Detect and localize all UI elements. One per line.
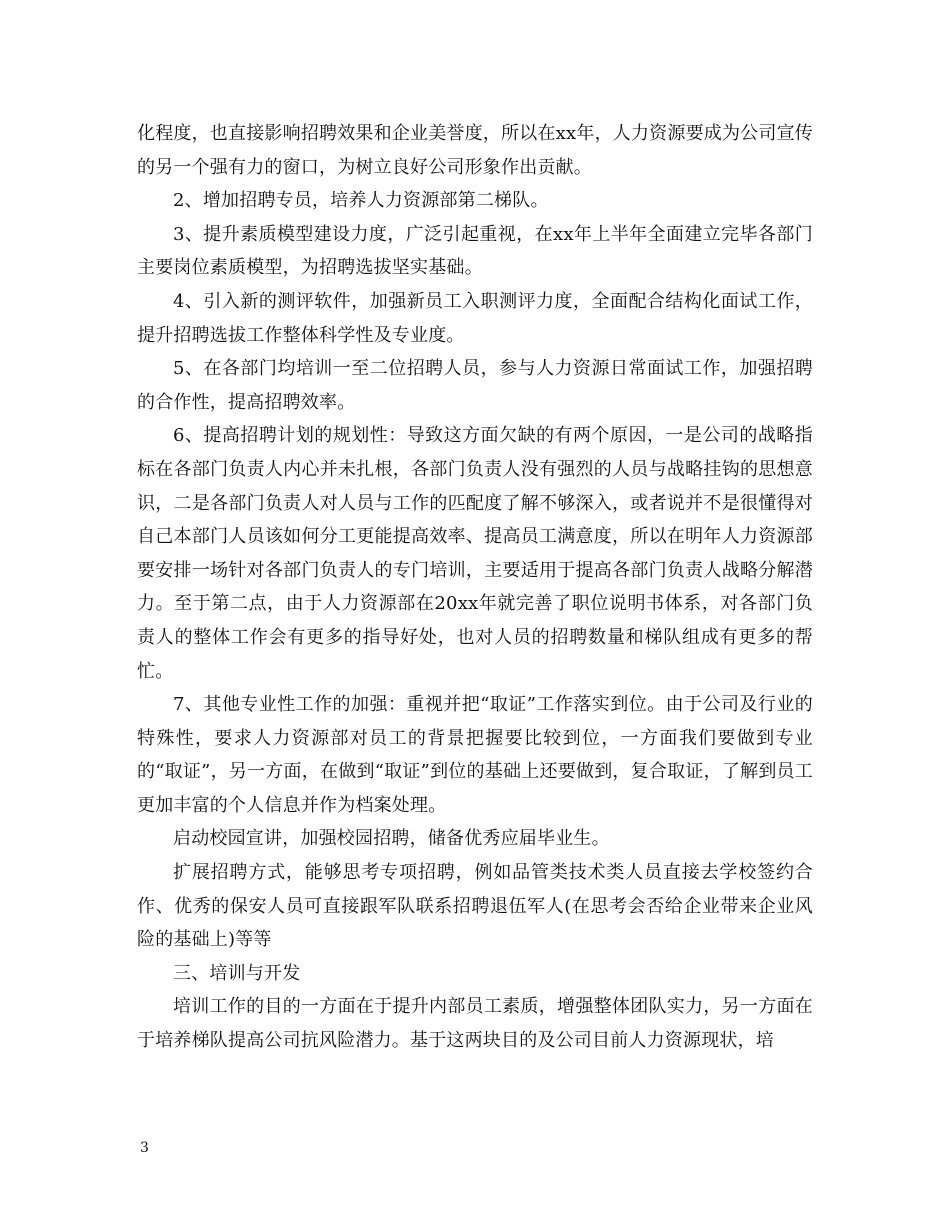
paragraph-item-3: 3、提升素质模型建设力度，广泛引起重视，在xx年上半年全面建立完毕各部门主要岗位素质模型，为招聘选拔坚实基础。 bbox=[137, 223, 813, 279]
paragraph-campus-recruiting: 启动校园宣讲，加强校园招聘，储备优秀应届毕业生。 bbox=[173, 828, 610, 850]
paragraph-item-6: 6、提高招聘计划的规划性：导致这方面欠缺的有两个原因，一是公司的战略指标在各部门负责人内心并未扎根，各部门负责人没有强烈的人员与战略挂钩的思想意识，二是各部门负责人对人员与工作的匹配度了解不够深入，或者说并不是很懂得对自己本部门人员该如何分工更能提高效率、提高员工满意度，所以在明年人力资源部要安排一场针对各部门负责人的专门培训，主要适用于提高各部门负责人战略分解潜力。至于第二点，由于人力资源部在20xx年就完善了职位说明书体系，对各部门负责人的整体工作会有更多的指导好处，也对人员的招聘数量和梯队组成有更多的帮忙。 bbox=[137, 425, 813, 682]
paragraph-item-4: 4、引入新的测评软件，加强新员工入职测评力度，全面配合结构化面试工作，提升招聘选拔工作整体科学性及专业度。 bbox=[137, 290, 813, 346]
paragraph-item-5: 5、在各部门均培训一至二位招聘人员，参与人力资源日常面试工作，加强招聘的合作性，提高招聘效率。 bbox=[137, 358, 813, 413]
paragraph-training-goals: 培训工作的目的一方面在于提升内部员工素质，增强整体团队实力，另一方面在于培养梯队提高公司抗风险潜力。基于这两块目的及公司目前人力资源现状，培 bbox=[137, 996, 813, 1052]
section-heading-training: 三、培训与开发 bbox=[173, 962, 301, 984]
paragraph-recruiting-methods: 扩展招聘方式，能够思考专项招聘，例如品管类技术类人员直接去学校签约合作、优秀的保安人员可直接跟军队联系招聘退伍军人(在思考会否给企业带来企业风险的基础上)等等 bbox=[137, 862, 813, 951]
body-text bbox=[137, 117, 813, 1058]
paragraph-item-7: 7、其他专业性工作的加强：重视并把“取证”工作落实到位。由于公司及行业的特殊性，要求人力资源部对员工的背景把握要比较到位，一方面我们要做到专业的“取证”，另一方面，在做到“取证”到位的基础上还要做到，复合取证，了解到员工更加丰富的个人信息并作为档案处理。 bbox=[137, 694, 813, 816]
paragraph-continuation: 化程度，也直接影响招聘效果和企业美誉度，所以在xx年，人力资源要成为公司宣传的另一个强有力的窗口，为树立良好公司形象作出贡献。 bbox=[137, 123, 813, 178]
page-number: 3 bbox=[140, 1140, 149, 1156]
paragraph-item-2: 2、增加招聘专员，培养人力资源部第二梯队。 bbox=[173, 190, 549, 212]
